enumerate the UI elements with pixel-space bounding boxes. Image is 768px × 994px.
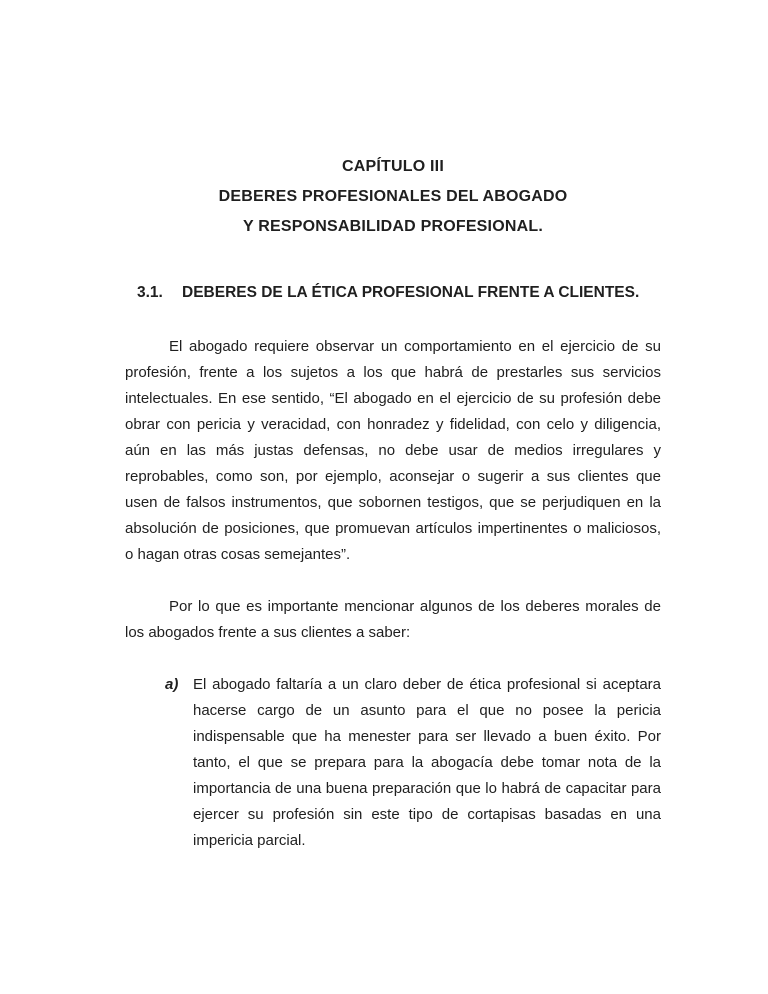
chapter-title-line-1: CAPÍTULO III bbox=[342, 158, 444, 175]
list-item-a bbox=[125, 672, 661, 854]
section-title: DEBERES DE LA ÉTICA PROFESIONAL FRENTE A CLIENTES. bbox=[182, 284, 640, 301]
document-body bbox=[125, 152, 661, 854]
list-item-a-marker: a) bbox=[165, 676, 179, 693]
paragraph-2: Por lo que es importante mencionar algunos de los deberes morales de los abogados frente a sus clientes a saber: bbox=[125, 598, 661, 641]
chapter-title-line-2: DEBERES PROFESIONALES DEL ABOGADO bbox=[218, 188, 568, 205]
chapter-title-line-3: Y RESPONSABILIDAD PROFESIONAL. bbox=[243, 218, 543, 235]
chapter-title-block bbox=[125, 152, 661, 242]
section-heading bbox=[125, 280, 661, 306]
list-item-a-text: El abogado faltaría a un claro deber de ética profesional si aceptara hacerse cargo de un asunto para el que no posee la pericia indispensable que ha menester para ser llevado a buen éxito. Por tanto, el que se prepara para la abogacía debe tomar nota de la importancia de una buena preparación que lo habrá de capacitar para ejercer su profesión sin este tipo de cortapisas basadas en una impericia parcial. bbox=[193, 676, 661, 849]
paragraph-1: El abogado requiere observar un comportamiento en el ejercicio de su profesión, frente a los sujetos a los que habrá de prestarles sus servicios intelectuales. En ese sentido, “El abogado en el ejercicio de su profesión debe obrar con pericia y veracidad, con honradez y fidelidad, con celo y diligencia, aún en las más justas defensas, no debe usar de medios irregulares y reprobables, como son, por ejemplo, aconsejar o sugerir a sus clientes que usen de falsos instrumentos, que sobornen testigos, que se perjudiquen en la absolución de posiciones, que promuevan artículos impertinentes o maliciosos, o hagan otras cosas semejantes”. bbox=[125, 338, 661, 563]
section-number: 3.1. bbox=[137, 284, 163, 301]
